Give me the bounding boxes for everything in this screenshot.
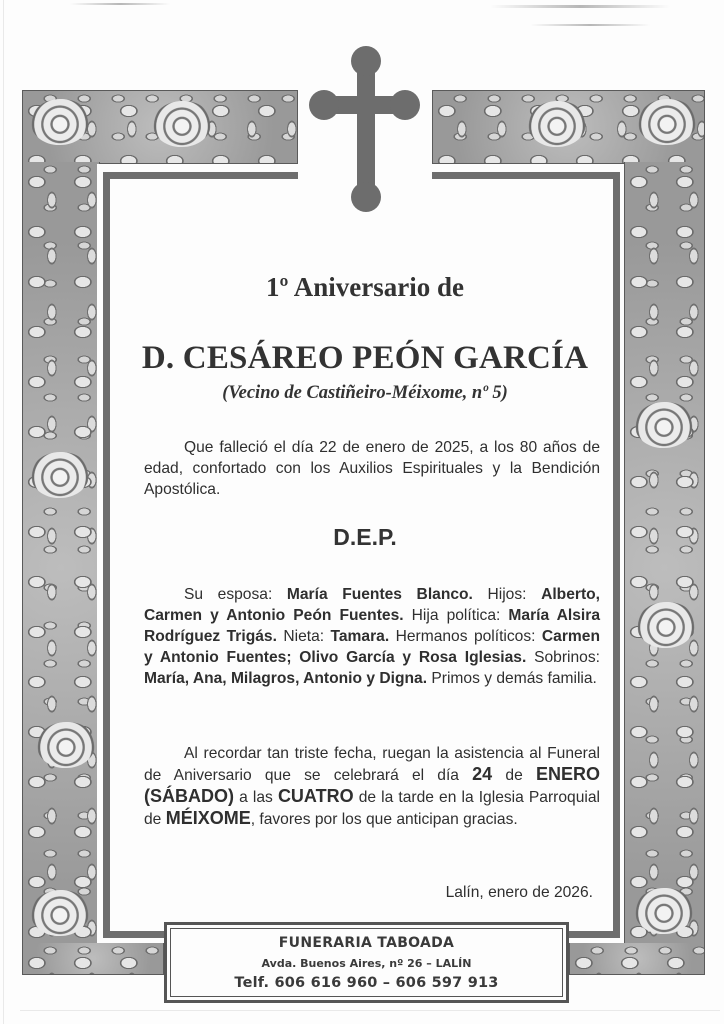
funeral-home-address: Avda. Buenos Aires, nº 26 – LALÍN bbox=[261, 957, 472, 970]
service-day: 24 bbox=[472, 764, 493, 784]
service-place: MÉIXOME bbox=[165, 808, 251, 828]
frame-bottom-panel bbox=[569, 943, 705, 975]
family-paragraph: Su esposa: María Fuentes Blanco. Hijos: Alberto, Carmen y Antonio Peón Fuentes. Hija política: María Alsira Rodríguez Trigás. Nieta: Tamara. Hermanos políticos: Carmen y Antonio Fuentes; Olivo García y Rosa Iglesias. Sobrinos: María, Ana, Milagros, Antonio y Digna. Primos y demás familia. bbox=[144, 586, 600, 687]
rose-ornament-icon bbox=[31, 99, 89, 145]
inner-frame-band-top-right bbox=[432, 172, 620, 179]
rose-ornament-icon bbox=[638, 99, 696, 145]
rose-ornament-icon bbox=[635, 402, 693, 448]
scan-edge bbox=[3, 0, 4, 1024]
scan-smudge bbox=[70, 3, 170, 5]
daughter-in-law-name: María Alsira Rodríguez Trigás. bbox=[144, 607, 600, 645]
rose-ornament-icon bbox=[153, 101, 211, 147]
spouse-name: María Fuentes Blanco. bbox=[286, 586, 473, 603]
place-date-signature: Lalín, enero de 2026. bbox=[445, 884, 593, 901]
frame-bottom-panel bbox=[22, 943, 164, 975]
rose-ornament-icon bbox=[635, 888, 693, 934]
rose-ornament-icon bbox=[31, 890, 89, 936]
rose-ornament-icon bbox=[528, 101, 586, 147]
service-month-weekday: ENERO (SÁBADO) bbox=[144, 764, 600, 806]
anniversary-title: 1º Aniversario de bbox=[266, 272, 464, 302]
funeral-home-phones: Telf. 606 616 960 – 606 597 913 bbox=[234, 975, 499, 991]
service-hour: CUATRO bbox=[277, 786, 354, 806]
deceased-name: D. CESÁREO PEÓN GARCÍA bbox=[141, 340, 589, 376]
service-paragraph: Al recordar tan triste fecha, ruegan la asistencia al Funeral de Aniversario que se celebrará el día 24 de ENERO (SÁBADO) a las CUATRO de la tarde en la Iglesia Parroquial de MÉIXOME, favores por los que anticipan gracias. bbox=[144, 745, 600, 828]
residence-subtitle: (Vecino de Castiñeiro-Méixome, nº 5) bbox=[222, 383, 508, 403]
funeral-home-name: FUNERARIA TABOADA bbox=[278, 935, 455, 951]
nephews-names: María, Ana, Milagros, Antonio y Digna. bbox=[144, 670, 428, 687]
scan-smudge bbox=[490, 5, 670, 8]
scan-edge bbox=[20, 1010, 720, 1011]
inner-frame-band-left bbox=[103, 172, 110, 938]
children-names: Alberto, Carmen y Antonio Peón Fuentes. bbox=[144, 586, 600, 624]
rose-ornament-icon bbox=[37, 722, 95, 768]
frame-top-right-panel bbox=[432, 90, 705, 164]
scan-smudge bbox=[530, 24, 650, 26]
dep-heading: D.E.P. bbox=[333, 524, 397, 550]
in-laws-names: Carmen y Antonio Fuentes; Olivo García y Rosa Iglesias. bbox=[144, 628, 600, 666]
death-paragraph: Que falleció el día 22 de enero de 2025, a los 80 años de edad, confortado con los Auxilios Espirituales y la Bendición Apostólica. bbox=[144, 439, 600, 498]
funeral-home-box bbox=[164, 922, 569, 1003]
inner-frame-band-top-left bbox=[103, 172, 298, 179]
rose-ornament-icon bbox=[31, 452, 89, 498]
frame-top-left-panel bbox=[22, 90, 298, 164]
frame-right-panel bbox=[624, 162, 705, 975]
frame-left-panel bbox=[22, 162, 100, 975]
rose-ornament-icon bbox=[637, 602, 695, 648]
granddaughter-name: Tamara. bbox=[330, 628, 390, 645]
